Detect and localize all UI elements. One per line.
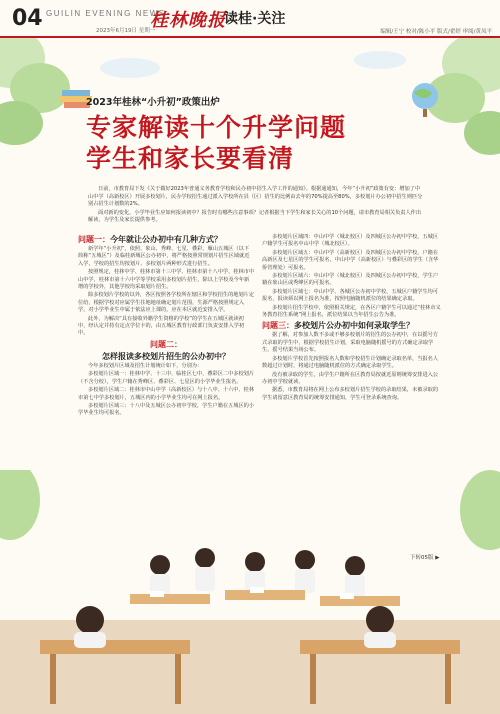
question-1-label: 问题一： bbox=[78, 235, 110, 244]
body-paragraph: 多校划片招生学校中，依照相关规定，在各区户籍学生可以通过“桂林市义务教育招生系统”网上报名，派位结果以当年招生公告为准。 bbox=[262, 304, 441, 319]
article-intro bbox=[88, 186, 423, 226]
paper-name-english: GUILIN EVENING NEWS bbox=[46, 9, 166, 18]
body-paragraph: 按照规定，桂林中学、桂林市第十三中学、桂林市第十八中学、桂林市中山中学，桂林市第十六中学等学校采用多校划片招生，除以上学校及今年新增的学校外，其他学校均采取划片招生。 bbox=[78, 269, 255, 291]
question-1-text: 今年就让公办初中有几种方式？ bbox=[110, 235, 222, 244]
body-paragraph: 多校划片区域七：中山中学、各城区公办初中学校，五城区户籍学生均可报名，报读须以网上报名为准，按照电脑随机派位的结果确定录取。 bbox=[262, 288, 439, 303]
body-paragraph: 此外，为解决“具有接收外籍学生资格的学校”的学生在五城区就读初中，经认定并持有定点学位卡的，由五城区教育行政部门负责安排入学初中。 bbox=[78, 315, 245, 337]
classroom-illustration bbox=[0, 470, 500, 714]
intro-paragraph: 面对新的变化，小学毕业生应如何报读初中？报告时有哪些注意事项？记者根据当下学生和家长关心的10个问题，请市教育局相关负责人作出解读，为学生及家长提供参考。 bbox=[88, 209, 422, 224]
masthead bbox=[0, 0, 500, 38]
body-paragraph: 多校划片学校首先按照报名人数和学校招生计划确定录取名单，当报名人数超过计划时，将通过电脑随机派位的方式确定录取学生。 bbox=[262, 355, 439, 370]
continued-notice: 下转05版 ▶ bbox=[410, 555, 440, 561]
body-paragraph: 多校划片区域六：中山中学（城北校区）及四城区公办初中学校，学生户籍在象山区或秀峰区的可报名。 bbox=[262, 273, 439, 287]
question-3-label: 问题三： bbox=[262, 321, 294, 331]
body-paragraph: 多校划片区域三：十八中及五城区公办初中学校，学生户籍在五城区的小学毕业生均可报名。 bbox=[78, 402, 255, 417]
body-paragraph: 多校划片区域五：中山中学（高新校区）及四城区公办初中学校，户籍在高新区及七星区的学生可报名，中山中学（高新校区）与叠彩区的学生（含华侨管理处）可报名。 bbox=[262, 249, 439, 271]
body-paragraph: 据了解，对参加人数不多或不够多校划片的招生的公办初中，在以摇号方式录取的学生中，根据学校招生计划，采取电脑随机摇号的方式确定录取学生。摇号结果当场公布。 bbox=[262, 332, 439, 354]
body-paragraph: 多校划片区域一：桂林中学、十三中、临桂区七中、叠彩区二中多校划片（不含分校），学生户籍在秀峰区、叠彩区、七星区的小学毕业生报名。 bbox=[78, 371, 255, 385]
body-paragraph: 今年多校划片区域及招生计划统计如下，分别为： bbox=[88, 362, 203, 369]
question-3-text: 多校划片公办初中如何录取学生？ bbox=[294, 321, 414, 331]
editor-credits: 编辑/王宁 校对/陈小平 版式/翟婷 审阅/黄凤平 bbox=[380, 29, 492, 35]
body-paragraph: 多校划片区域二：桂林市中山中学（高新校区）与十八中、十六中、桂林市第七中学多校划片，五城区内的小学毕业生均可在网上报名。 bbox=[78, 387, 255, 401]
right-column bbox=[262, 234, 442, 403]
issue-date: 2023年6月19日 星期一 bbox=[96, 28, 156, 34]
page-number: 04 bbox=[12, 6, 43, 31]
headline-line-1: 专家解读十个升学问题 bbox=[86, 113, 347, 142]
question-2-label: 问题二： bbox=[150, 339, 182, 349]
question-3-heading bbox=[262, 320, 442, 331]
body-paragraph: 多校划片区域四：中山中学（城北校区）及四城区公办初中学校，五城区户籍学生可报名中山中学（城北校区）。 bbox=[262, 234, 439, 248]
body-paragraph: 除多校划片学校的以外，各区按照各学校所在辖区和学校招生的地划片定位给，根据学校对应属学生住地地址确定划片范围，生源严格按照规定入学。对小学毕业生中属于依法应上课的，应在本区就近安排入学。 bbox=[78, 292, 255, 314]
left-column bbox=[78, 234, 254, 419]
article-headline bbox=[86, 112, 346, 174]
article-kicker: 2023年桂林“小升初”政策出炉 bbox=[86, 97, 220, 108]
question-2-text: 怎样报读多校划片招生的公办初中？ bbox=[102, 351, 230, 361]
body-paragraph: 据悉，市教育局将在网上公布多校划片招生学校的录取结果，未被录取的学生请留意区教育局的统筹安排通知，学生可登录系统查询。 bbox=[262, 387, 439, 401]
paper-logo: 桂林晚报 bbox=[150, 10, 226, 31]
headline-line-2: 学生和家长要看清 bbox=[86, 144, 295, 173]
question-1-heading bbox=[78, 234, 254, 245]
body-paragraph: 没有被录取的学生，由学生户籍所在区教育局按就近原则统筹安排进入公办初中学校就读。 bbox=[262, 371, 439, 385]
intro-paragraph: 日前，市教育局下发《关于做好2023年普通义务教育学校和民办初中招生入学工作的通知》。根据通通知，今年“小升初”政策有变：增加了中山中学（高新校区）开展多校划片，民办学校招生通过派入学校所在县（区）招生的比例由去年的70%提高至80%，多校划片办公初中招生则匹分别占招生计划数的2%。 bbox=[88, 186, 423, 208]
body-paragraph: 新学年“小升初”，依照、象山、秀峰、七星、叠彩、雁山五城区（以下简称“五城区”）及临桂新城区公办初中，将严格按照常规划片招生区域就近入学，学校的招生均按划片、多校划片两种形式进行招生。 bbox=[78, 246, 250, 267]
section-title: 读桂·关注 bbox=[224, 11, 286, 27]
